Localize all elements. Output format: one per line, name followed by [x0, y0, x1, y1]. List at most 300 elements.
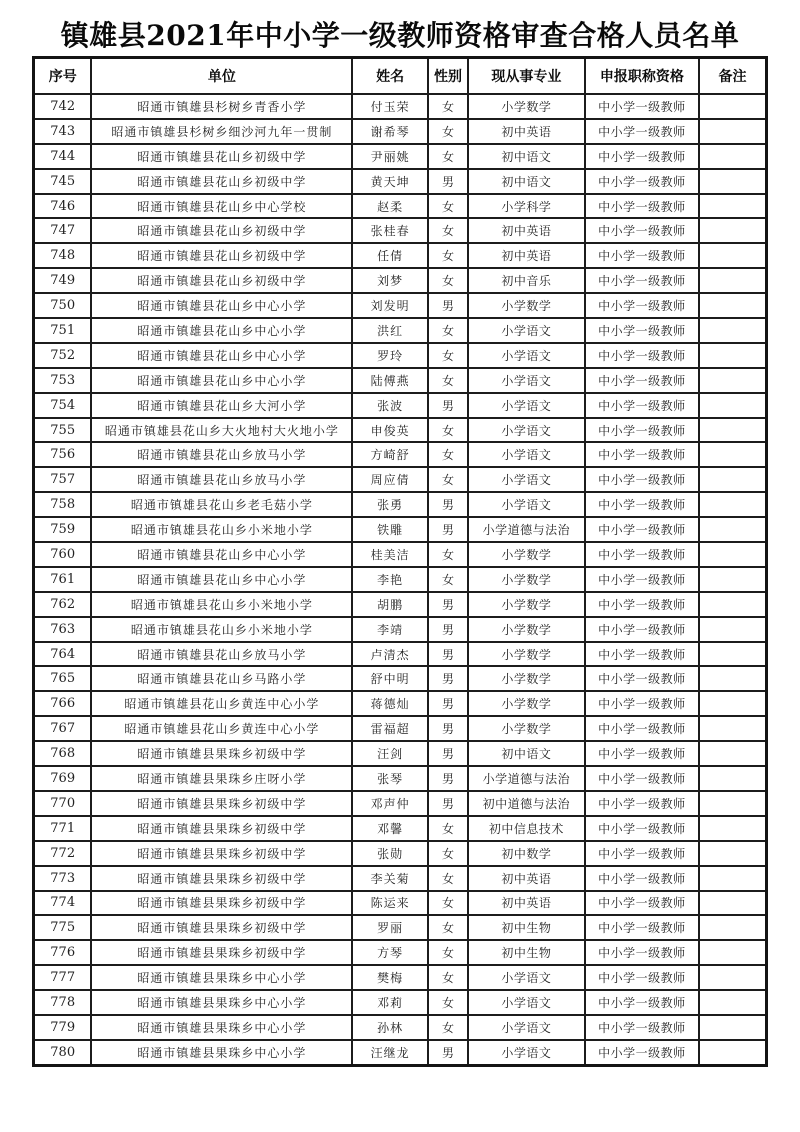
serial-number-cell: 766 — [34, 691, 92, 716]
remark-cell — [699, 218, 766, 243]
remark-cell — [699, 467, 766, 492]
remark-cell — [699, 318, 766, 343]
remark-cell — [699, 268, 766, 293]
remark-cell — [699, 1015, 766, 1040]
major-cell: 小学数学 — [468, 617, 585, 642]
unit-cell: 昭通市镇雄县果珠乡初级中学 — [91, 816, 352, 841]
remark-cell — [699, 915, 766, 940]
remark-cell — [699, 393, 766, 418]
serial-number-cell: 751 — [34, 318, 92, 343]
gender-cell: 女 — [428, 940, 468, 965]
remark-cell — [699, 592, 766, 617]
table-row — [34, 243, 767, 268]
name-cell: 罗丽 — [352, 915, 427, 940]
gender-cell: 男 — [428, 716, 468, 741]
title-qualification-cell: 中小学一级教师 — [585, 617, 699, 642]
serial-number-cell: 750 — [34, 293, 92, 318]
major-cell: 小学语文 — [468, 343, 585, 368]
table-row — [34, 716, 767, 741]
serial-number-cell: 742 — [34, 94, 92, 119]
unit-cell: 昭通市镇雄县花山乡大火地村大火地小学 — [91, 418, 352, 443]
major-cell: 初中英语 — [468, 866, 585, 891]
gender-cell: 女 — [428, 891, 468, 916]
gender-cell: 女 — [428, 418, 468, 443]
major-cell: 小学数学 — [468, 542, 585, 567]
major-cell: 初中音乐 — [468, 268, 585, 293]
remark-cell — [699, 567, 766, 592]
unit-cell: 昭通市镇雄县花山乡初级中学 — [91, 144, 352, 169]
title-qualification-cell: 中小学一级教师 — [585, 915, 699, 940]
table-body — [34, 94, 767, 1065]
gender-cell: 男 — [428, 791, 468, 816]
name-cell: 邓莉 — [352, 990, 427, 1015]
unit-cell: 昭通市镇雄县花山乡初级中学 — [91, 243, 352, 268]
table-row — [34, 766, 767, 791]
title-qualification-cell: 中小学一级教师 — [585, 766, 699, 791]
serial-number-cell: 770 — [34, 791, 92, 816]
unit-cell: 昭通市镇雄县花山乡中心小学 — [91, 318, 352, 343]
unit-cell: 昭通市镇雄县花山乡小米地小学 — [91, 617, 352, 642]
major-cell: 小学语文 — [468, 442, 585, 467]
gender-cell: 男 — [428, 642, 468, 667]
serial-number-cell: 776 — [34, 940, 92, 965]
name-cell: 方崎舒 — [352, 442, 427, 467]
table-row — [34, 791, 767, 816]
table-row — [34, 467, 767, 492]
table-row — [34, 1015, 767, 1040]
serial-number-cell: 769 — [34, 766, 92, 791]
gender-cell: 女 — [428, 268, 468, 293]
remark-cell — [699, 990, 766, 1015]
name-cell: 张勇 — [352, 492, 427, 517]
remark-cell — [699, 343, 766, 368]
major-cell: 小学道德与法治 — [468, 766, 585, 791]
title-qualification-cell: 中小学一级教师 — [585, 442, 699, 467]
major-cell: 小学语文 — [468, 467, 585, 492]
unit-cell: 昭通市镇雄县花山乡大河小学 — [91, 393, 352, 418]
remark-cell — [699, 617, 766, 642]
title-qualification-cell: 中小学一级教师 — [585, 567, 699, 592]
gender-cell: 女 — [428, 94, 468, 119]
unit-cell: 昭通市镇雄县果珠乡初级中学 — [91, 741, 352, 766]
serial-number-cell: 759 — [34, 517, 92, 542]
table-row — [34, 442, 767, 467]
gender-cell: 女 — [428, 965, 468, 990]
title-qualification-cell: 中小学一级教师 — [585, 119, 699, 144]
unit-cell: 昭通市镇雄县果珠乡初级中学 — [91, 891, 352, 916]
unit-cell: 昭通市镇雄县花山乡初级中学 — [91, 268, 352, 293]
remark-cell — [699, 94, 766, 119]
unit-cell: 昭通市镇雄县花山乡黄连中心小学 — [91, 716, 352, 741]
name-cell: 汪剑 — [352, 741, 427, 766]
column-header: 单位 — [91, 58, 352, 95]
name-cell: 申俊英 — [352, 418, 427, 443]
name-cell: 刘梦 — [352, 268, 427, 293]
unit-cell: 昭通市镇雄县果珠乡庄呀小学 — [91, 766, 352, 791]
column-header: 性别 — [428, 58, 468, 95]
unit-cell: 昭通市镇雄县花山乡黄连中心小学 — [91, 691, 352, 716]
remark-cell — [699, 666, 766, 691]
unit-cell: 昭通市镇雄县花山乡放马小学 — [91, 642, 352, 667]
gender-cell: 男 — [428, 492, 468, 517]
remark-cell — [699, 816, 766, 841]
unit-cell: 昭通市镇雄县果珠乡初级中学 — [91, 791, 352, 816]
major-cell: 初中语文 — [468, 169, 585, 194]
gender-cell: 男 — [428, 517, 468, 542]
major-cell: 小学语文 — [468, 492, 585, 517]
serial-number-cell: 767 — [34, 716, 92, 741]
remark-cell — [699, 940, 766, 965]
name-cell: 方琴 — [352, 940, 427, 965]
major-cell: 初中道德与法治 — [468, 791, 585, 816]
table-row — [34, 965, 767, 990]
title-qualification-cell: 中小学一级教师 — [585, 467, 699, 492]
table-row — [34, 866, 767, 891]
name-cell: 任倩 — [352, 243, 427, 268]
table-row — [34, 592, 767, 617]
table-row — [34, 915, 767, 940]
gender-cell: 男 — [428, 617, 468, 642]
remark-cell — [699, 891, 766, 916]
name-cell: 洪红 — [352, 318, 427, 343]
title-qualification-cell: 中小学一级教师 — [585, 940, 699, 965]
name-cell: 陆傅燕 — [352, 368, 427, 393]
major-cell: 小学语文 — [468, 965, 585, 990]
title-qualification-cell: 中小学一级教师 — [585, 816, 699, 841]
gender-cell: 女 — [428, 841, 468, 866]
serial-number-cell: 762 — [34, 592, 92, 617]
title-qualification-cell: 中小学一级教师 — [585, 866, 699, 891]
table-row — [34, 268, 767, 293]
remark-cell — [699, 517, 766, 542]
table-row — [34, 691, 767, 716]
teacher-roster-table — [32, 56, 768, 1067]
table-row — [34, 169, 767, 194]
remark-cell — [699, 841, 766, 866]
serial-number-cell: 749 — [34, 268, 92, 293]
unit-cell: 昭通市镇雄县花山乡中心小学 — [91, 542, 352, 567]
major-cell: 小学数学 — [468, 716, 585, 741]
table-row — [34, 940, 767, 965]
remark-cell — [699, 766, 766, 791]
title-qualification-cell: 中小学一级教师 — [585, 642, 699, 667]
table-header-row — [34, 58, 767, 95]
remark-cell — [699, 169, 766, 194]
title-qualification-cell: 中小学一级教师 — [585, 144, 699, 169]
name-cell: 刘发明 — [352, 293, 427, 318]
serial-number-cell: 758 — [34, 492, 92, 517]
table-row — [34, 990, 767, 1015]
major-cell: 小学语文 — [468, 1040, 585, 1065]
title-qualification-cell: 中小学一级教师 — [585, 268, 699, 293]
gender-cell: 女 — [428, 1015, 468, 1040]
name-cell: 卢清杰 — [352, 642, 427, 667]
major-cell: 小学语文 — [468, 418, 585, 443]
major-cell: 小学数学 — [468, 567, 585, 592]
major-cell: 小学数学 — [468, 666, 585, 691]
gender-cell: 男 — [428, 766, 468, 791]
table-row — [34, 567, 767, 592]
name-cell: 邓声仲 — [352, 791, 427, 816]
column-header: 姓名 — [352, 58, 427, 95]
gender-cell: 女 — [428, 816, 468, 841]
gender-cell: 女 — [428, 218, 468, 243]
unit-cell: 昭通市镇雄县果珠乡初级中学 — [91, 841, 352, 866]
major-cell: 初中英语 — [468, 891, 585, 916]
title-qualification-cell: 中小学一级教师 — [585, 517, 699, 542]
gender-cell: 女 — [428, 915, 468, 940]
remark-cell — [699, 716, 766, 741]
serial-number-cell: 755 — [34, 418, 92, 443]
major-cell: 初中英语 — [468, 119, 585, 144]
title-qualification-cell: 中小学一级教师 — [585, 691, 699, 716]
major-cell: 初中语文 — [468, 741, 585, 766]
remark-cell — [699, 293, 766, 318]
gender-cell: 男 — [428, 666, 468, 691]
unit-cell: 昭通市镇雄县花山乡小米地小学 — [91, 592, 352, 617]
name-cell: 罗玲 — [352, 343, 427, 368]
name-cell: 陈运来 — [352, 891, 427, 916]
serial-number-cell: 760 — [34, 542, 92, 567]
name-cell: 蒋德灿 — [352, 691, 427, 716]
gender-cell: 男 — [428, 293, 468, 318]
name-cell: 李靖 — [352, 617, 427, 642]
gender-cell: 女 — [428, 542, 468, 567]
title-qualification-cell: 中小学一级教师 — [585, 791, 699, 816]
name-cell: 舒中明 — [352, 666, 427, 691]
major-cell: 小学语文 — [468, 318, 585, 343]
serial-number-cell: 746 — [34, 194, 92, 219]
major-cell: 小学道德与法治 — [468, 517, 585, 542]
name-cell: 李关菊 — [352, 866, 427, 891]
gender-cell: 女 — [428, 990, 468, 1015]
major-cell: 小学语文 — [468, 393, 585, 418]
table-row — [34, 94, 767, 119]
name-cell: 汪继龙 — [352, 1040, 427, 1065]
unit-cell: 昭通市镇雄县花山乡中心学校 — [91, 194, 352, 219]
serial-number-cell: 753 — [34, 368, 92, 393]
title-qualification-cell: 中小学一级教师 — [585, 1015, 699, 1040]
column-header: 现从事专业 — [468, 58, 585, 95]
remark-cell — [699, 119, 766, 144]
table-row — [34, 891, 767, 916]
gender-cell: 男 — [428, 741, 468, 766]
table-row — [34, 144, 767, 169]
gender-cell: 女 — [428, 866, 468, 891]
table-row — [34, 816, 767, 841]
name-cell: 谢希琴 — [352, 119, 427, 144]
serial-number-cell: 757 — [34, 467, 92, 492]
remark-cell — [699, 442, 766, 467]
title-qualification-cell: 中小学一级教师 — [585, 666, 699, 691]
gender-cell: 女 — [428, 467, 468, 492]
name-cell: 付玉荣 — [352, 94, 427, 119]
table-row — [34, 293, 767, 318]
serial-number-cell: 764 — [34, 642, 92, 667]
gender-cell: 女 — [428, 194, 468, 219]
unit-cell: 昭通市镇雄县花山乡中心小学 — [91, 293, 352, 318]
unit-cell: 昭通市镇雄县果珠乡初级中学 — [91, 915, 352, 940]
title-qualification-cell: 中小学一级教师 — [585, 194, 699, 219]
name-cell: 雷福超 — [352, 716, 427, 741]
major-cell: 小学科学 — [468, 194, 585, 219]
name-cell: 赵柔 — [352, 194, 427, 219]
gender-cell: 女 — [428, 144, 468, 169]
gender-cell: 女 — [428, 343, 468, 368]
unit-cell: 昭通市镇雄县杉树乡细沙河九年一贯制 — [91, 119, 352, 144]
name-cell: 樊梅 — [352, 965, 427, 990]
remark-cell — [699, 243, 766, 268]
remark-cell — [699, 642, 766, 667]
major-cell: 初中英语 — [468, 243, 585, 268]
serial-number-cell: 775 — [34, 915, 92, 940]
table-row — [34, 492, 767, 517]
remark-cell — [699, 1040, 766, 1065]
gender-cell: 男 — [428, 393, 468, 418]
unit-cell: 昭通市镇雄县果珠乡初级中学 — [91, 940, 352, 965]
serial-number-cell: 744 — [34, 144, 92, 169]
major-cell: 初中生物 — [468, 915, 585, 940]
title-qualification-cell: 中小学一级教师 — [585, 243, 699, 268]
serial-number-cell: 772 — [34, 841, 92, 866]
serial-number-cell: 745 — [34, 169, 92, 194]
gender-cell: 男 — [428, 691, 468, 716]
serial-number-cell: 774 — [34, 891, 92, 916]
serial-number-cell: 756 — [34, 442, 92, 467]
table-row — [34, 368, 767, 393]
remark-cell — [699, 368, 766, 393]
table-row — [34, 218, 767, 243]
name-cell: 尹丽姚 — [352, 144, 427, 169]
table-row — [34, 119, 767, 144]
title-qualification-cell: 中小学一级教师 — [585, 318, 699, 343]
title-qualification-cell: 中小学一级教师 — [585, 741, 699, 766]
unit-cell: 昭通市镇雄县花山乡老毛菇小学 — [91, 492, 352, 517]
title-qualification-cell: 中小学一级教师 — [585, 293, 699, 318]
unit-cell: 昭通市镇雄县杉树乡青香小学 — [91, 94, 352, 119]
serial-number-cell: 780 — [34, 1040, 92, 1065]
title-qualification-cell: 中小学一级教师 — [585, 418, 699, 443]
major-cell: 小学语文 — [468, 1015, 585, 1040]
title-qualification-cell: 中小学一级教师 — [585, 169, 699, 194]
serial-number-cell: 743 — [34, 119, 92, 144]
title-qualification-cell: 中小学一级教师 — [585, 1040, 699, 1065]
serial-number-cell: 765 — [34, 666, 92, 691]
unit-cell: 昭通市镇雄县花山乡初级中学 — [91, 218, 352, 243]
name-cell: 桂美洁 — [352, 542, 427, 567]
remark-cell — [699, 741, 766, 766]
serial-number-cell: 778 — [34, 990, 92, 1015]
title-qualification-cell: 中小学一级教师 — [585, 716, 699, 741]
unit-cell: 昭通市镇雄县果珠乡中心小学 — [91, 1040, 352, 1065]
unit-cell: 昭通市镇雄县花山乡初级中学 — [91, 169, 352, 194]
unit-cell: 昭通市镇雄县花山乡中心小学 — [91, 343, 352, 368]
name-cell: 张勋 — [352, 841, 427, 866]
serial-number-cell: 779 — [34, 1015, 92, 1040]
name-cell: 李艳 — [352, 567, 427, 592]
serial-number-cell: 754 — [34, 393, 92, 418]
name-cell: 胡鹏 — [352, 592, 427, 617]
gender-cell: 男 — [428, 592, 468, 617]
major-cell: 初中英语 — [468, 218, 585, 243]
title-qualification-cell: 中小学一级教师 — [585, 343, 699, 368]
table-row — [34, 393, 767, 418]
table-row — [34, 517, 767, 542]
unit-cell: 昭通市镇雄县花山乡中心小学 — [91, 368, 352, 393]
name-cell: 铁雕 — [352, 517, 427, 542]
table-row — [34, 741, 767, 766]
unit-cell: 昭通市镇雄县花山乡放马小学 — [91, 467, 352, 492]
gender-cell: 女 — [428, 368, 468, 393]
title-qualification-cell: 中小学一级教师 — [585, 592, 699, 617]
gender-cell: 女 — [428, 567, 468, 592]
unit-cell: 昭通市镇雄县花山乡小米地小学 — [91, 517, 352, 542]
gender-cell: 女 — [428, 318, 468, 343]
unit-cell: 昭通市镇雄县花山乡放马小学 — [91, 442, 352, 467]
remark-cell — [699, 194, 766, 219]
remark-cell — [699, 492, 766, 517]
remark-cell — [699, 144, 766, 169]
major-cell: 初中信息技术 — [468, 816, 585, 841]
table-row — [34, 666, 767, 691]
title-qualification-cell: 中小学一级教师 — [585, 965, 699, 990]
title-qualification-cell: 中小学一级教师 — [585, 393, 699, 418]
gender-cell: 男 — [428, 169, 468, 194]
table-row — [34, 343, 767, 368]
title-qualification-cell: 中小学一级教师 — [585, 218, 699, 243]
major-cell: 初中生物 — [468, 940, 585, 965]
major-cell: 小学数学 — [468, 691, 585, 716]
remark-cell — [699, 691, 766, 716]
table-row — [34, 542, 767, 567]
remark-cell — [699, 965, 766, 990]
unit-cell: 昭通市镇雄县花山乡中心小学 — [91, 567, 352, 592]
table-row — [34, 318, 767, 343]
gender-cell: 女 — [428, 442, 468, 467]
unit-cell: 昭通市镇雄县花山乡马路小学 — [91, 666, 352, 691]
name-cell: 孙林 — [352, 1015, 427, 1040]
title-qualification-cell: 中小学一级教师 — [585, 94, 699, 119]
major-cell: 小学语文 — [468, 990, 585, 1015]
serial-number-cell: 752 — [34, 343, 92, 368]
name-cell: 黄天坤 — [352, 169, 427, 194]
title-qualification-cell: 中小学一级教师 — [585, 492, 699, 517]
gender-cell: 男 — [428, 1040, 468, 1065]
name-cell: 张波 — [352, 393, 427, 418]
title-qualification-cell: 中小学一级教师 — [585, 990, 699, 1015]
remark-cell — [699, 866, 766, 891]
name-cell: 张琴 — [352, 766, 427, 791]
serial-number-cell: 771 — [34, 816, 92, 841]
major-cell: 小学数学 — [468, 592, 585, 617]
name-cell: 邓馨 — [352, 816, 427, 841]
major-cell: 小学语文 — [468, 368, 585, 393]
serial-number-cell: 761 — [34, 567, 92, 592]
major-cell: 小学数学 — [468, 642, 585, 667]
serial-number-cell: 748 — [34, 243, 92, 268]
serial-number-cell: 763 — [34, 617, 92, 642]
major-cell: 小学数学 — [468, 293, 585, 318]
name-cell: 张桂春 — [352, 218, 427, 243]
serial-number-cell: 777 — [34, 965, 92, 990]
table-row — [34, 617, 767, 642]
major-cell: 小学数学 — [468, 94, 585, 119]
page-title: 镇雄县2021年中小学一级教师资格审查合格人员名单 — [60, 19, 740, 52]
unit-cell: 昭通市镇雄县果珠乡中心小学 — [91, 990, 352, 1015]
column-header: 申报职称资格 — [585, 58, 699, 95]
unit-cell: 昭通市镇雄县果珠乡中心小学 — [91, 1015, 352, 1040]
remark-cell — [699, 542, 766, 567]
